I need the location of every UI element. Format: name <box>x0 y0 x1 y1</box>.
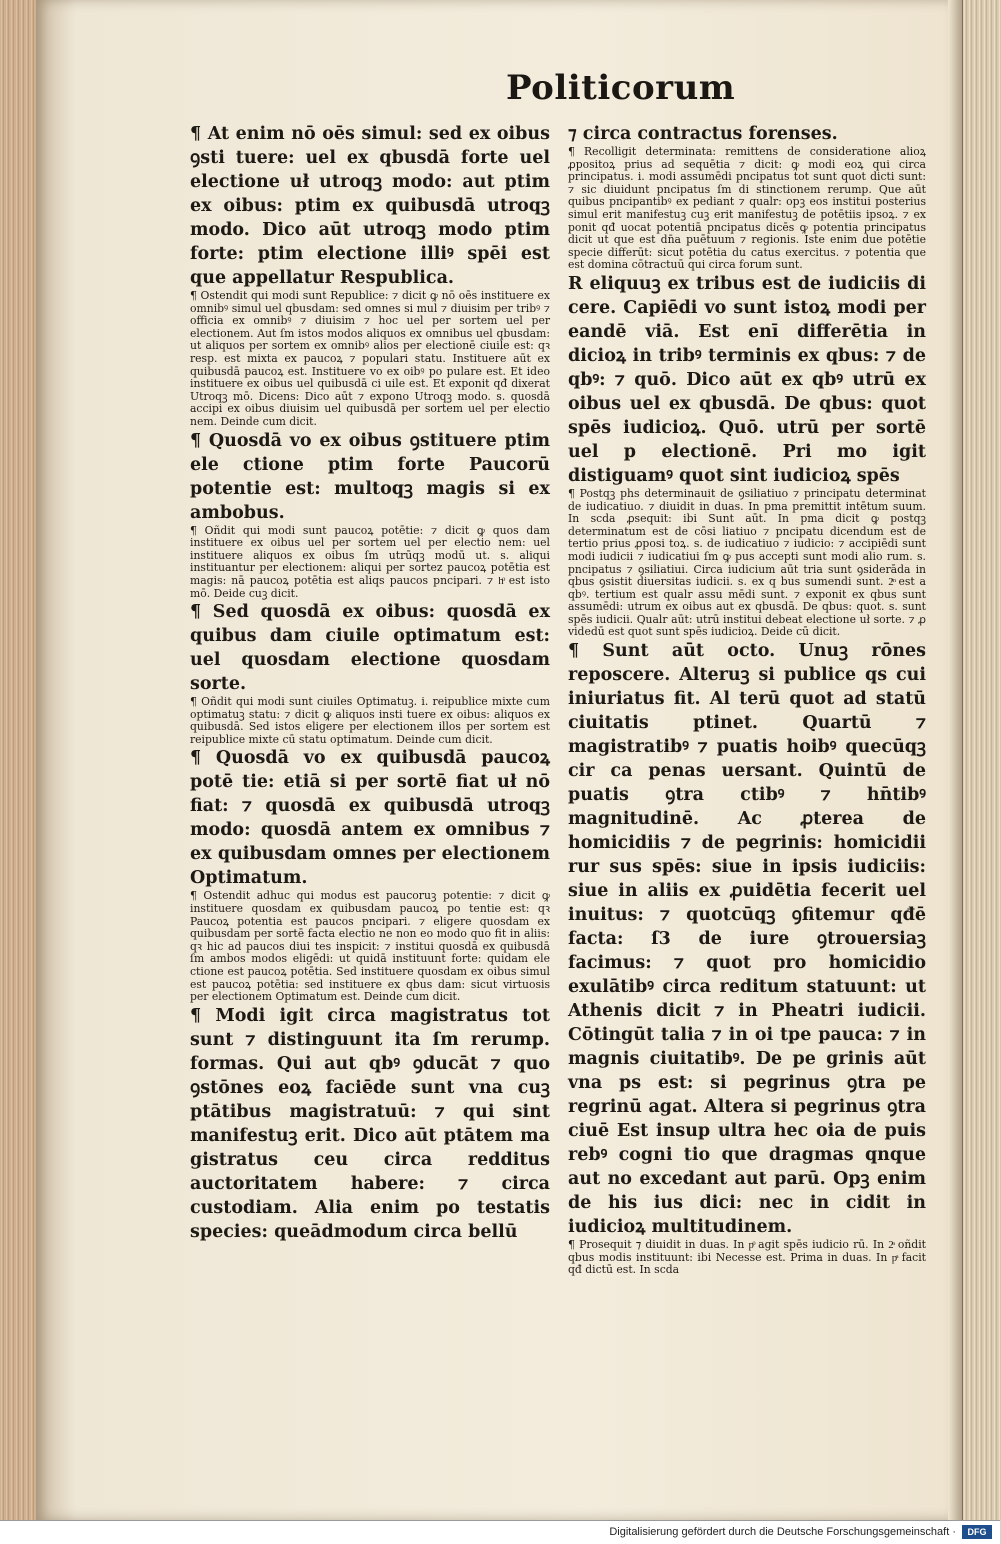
right-paragraph: ¶ Postqꝫ phs determinauit de ꝯsiliatiuo ⁊ principatu determinat de iudicatiuo. ⁊ diuidit in duas. In pma premittit intētum suum. In scda ꝓsequit: ibi Sunt aūt. In pma dicit ꝙ postqꝫ determinatum est de cōsi liatiuo ⁊ pncipatu dicendum est de tertio prius ꝓposi toꝝ. s. de iudicatiuo ⁊ iudicio: ⁊ accipiēdi sunt modi iudicii ⁊ iudicatiui ſm ꝙ pus accepti sunt modi alio rum. s. pncipatus ⁊ ꝯsiliatiui. Circa iudicium aūt tria sunt ꝯsiderāda in qbus ꝯsistit diuersitas iudicii. s. ex q bus sumendi sunt. 2ͫ est a qbꝰ. tertium est qualr assu mēdi sunt. ⁊ exponit ex qbus sunt assumēdi: utrum ex oibus aut ex qbusdā. De qbus: quot. s. sunt spēs iudicii. Qualr aūt: utrū institui debeat electione uł sorte. ⁊ ꝓ videdū est quot sunt spēs iudicioꝝ. Deide cū dicit. <box>568 486 926 639</box>
book-edge-left <box>0 0 38 1520</box>
left-paragraph: ¶ At enim nō oēs simul: sed ex oibus ꝯsti tuere: uel ex qbusdā forte uel electione uł utroqꝫ modo: aut ptim ex oibus: ptim ex quibusdā utroqꝫ modo. Dico aūt utroqꝫ modo ptim forte: ptim electione illiꝰ spēi est que appellatur Respublica. <box>190 124 550 288</box>
left-paragraph: ¶ Sed quosdā ex oibus: quosdā ex quibus dam ciuile optimatum est: uel quosdam electione quosdam sorte. <box>190 602 550 695</box>
running-title: Politicorum <box>506 68 736 108</box>
right-paragraph: ¶ Recolligit determinata: remittens de consideratione alioꝝ ꝓpositoꝝ prius ad sequētia ⁊ dicit: ꝙ modi eoꝝ qui circa principatus. i. modi assumēdi pncipatus tot sunt quot dicti sunt: ⁊ sic diuidunt pncipatus ſm di stinctionem rerump. Que aūt quibus pncipantibꝰ ex pediant ⁊ qualr: opꝫ eos institui posterius simul erit manifestuꝫ cuꝫ erit manifestuꝫ de potētiis ipsoꝝ. ⁊ ex ponit qđ uocat potentiā pncipatus dicēs ꝙ potentia principatus dicit ut que est dn̄a puētuum ⁊ regionis. Iste enim due potētie specie differūt: sicut potētia du catus exercitus. ⁊ potentia que est domina cōtractuū qui circa forum sunt. <box>568 145 926 272</box>
left-paragraph: ¶ Quosdā vo ex quibusdā paucoꝝ potē tie: etiā si per sortē fiat uł nō fiat: ⁊ quosdā ex quibusdā utroqꝫ modo: quosdā antem ex omnibus ⁊ ex quibusdam omnes per electionem Optimatum. <box>190 748 550 889</box>
dfg-logo: DFG <box>962 1525 992 1539</box>
right-paragraph: R eliquuꝫ ex tribus est de iudiciis di cere. Capiēdi vo sunt istoꝝ modi per eandē viā. Est enī differētia in dicioꝝ in tribꝰ terminis ex qbus: ⁊ de qbꝰ: ⁊ quō. Dico aūt ex qbꝰ utrū ex oibus uel ex qbusdā. De qbus: quot spēs iudicioꝝ. Quō. utrū per sortē uel p electionē. Pri mo igit distiguamꝰ quot sint iudicioꝝ spēs <box>568 273 926 486</box>
book-edge-right <box>962 0 1001 1520</box>
left-paragraph: ¶ Oñdit qui modi sunt ciuiles Optimatuꝫ. i. reipublice mixte cum optimatuꝫ statu: ⁊ dicit ꝙ aliquos insti tuere ex oibus: aliquos ex quibusdā. Sed istos eligere per electionem illos per sortem est reipublice mixte cū statu optimatum. Deinde cum dicit. <box>190 695 550 746</box>
right-text-column <box>568 122 926 1277</box>
right-paragraph: ¶ Sunt aūt octo. Unuꝫ rōnes reposcere. Alteruꝫ si publice qs cui iniuriatus fit. Al terū quot ad statū ciuitatis ptinet. Quartū ⁊ magistratibꝰ ⁊ puatis hoibꝰ quecūqꝫ cir ca penas uersant. Quintū de puatis ꝯtra ctibꝰ ⁊ hn̄tibꝰ magnitudinē. Ac ꝓterea de homicidiis ⁊ de pegrinis: homicidii rur sus spēs: siue in ipsis iudiciis: siue in aliis ex ꝓuidētia fecerit uel inuitus: ⁊ quotcūqꝫ ꝯfitemur qđē facta: ſ3 de iure ꝯtrouersiaꝫ facimus: ⁊ quot pro homicidio exulātibꝰ circa reditum statuunt: ut Athenis dicit ⁊ in Pheatri iudicii. Cōtingūt talia ⁊ in oi tpe pauca: ⁊ in magnis ciuitatibꝰ. De pe grinis aūt vna ps est: si pegrinus ꝯtra pe regrinū agat. Altera si pegrinus ꝯtra ciuē Est insup ultra hec oia de puis rebꝰ cogni tio que dragmas qnque aut no excedant aut parū. Opꝫ enim de his ius dici: nec in cidit in iudicioꝝ multitudinem. <box>568 641 926 1238</box>
left-paragraph: ¶ Modi igit circa magistratus tot sunt ⁊ distinguunt ita ſm rerump. formas. Qui aut qbꝰ ꝯducāt ⁊ quo ꝯstōnes eoꝝ faciēde sunt vna cuꝫ ptātibus magistratuū: ⁊ qui sint manifestuꝫ erit. Dico aūt ptātem ma gistratus ceu circa redditus auctoritatem habere: ⁊ circa custodiam. Alia enim po testatis species: queādmodum circa bellū <box>190 1005 550 1242</box>
right-paragraph: ⁊ circa contractus forenses. <box>568 124 838 144</box>
left-paragraph: ¶ Oñdit qui modi sunt paucoꝝ potētie: ⁊ dicit ꝙ quos dam instituere ex oibus uel per sortem uel per electio nem: uel instituere aliquos ex oibus ſm utrūqꝫ modū ut. s. aliqui instituantur per electionem: aliqui per sortez paucoꝝ potētia est magis: nā paucoꝝ potētia est aliqs paucos pncipari. ⁊ hͦ est isto mō. Deide cuꝫ dicit. <box>190 523 550 600</box>
funding-credit: Digitalisierung gefördert durch die Deutsche Forschungsgemeinschaft · <box>609 1526 956 1538</box>
left-paragraph: ¶ Ostendit adhuc qui modus est paucoruꝫ potentie: ⁊ dicit ꝙ instituere quosdam ex quibusdam paucoꝝ po tentie est: qꝛ Paucoꝝ potentia est paucos pncipari. ⁊ eligere quosdam ex quibusdam per sortē facta electio ne non eo modo quo fit in aliis: qꝛ hic ad paucos diui tes inspicit: ⁊ institui quosdā ex quibusdā ſm ambos modos eligēdi: ut quidā instituunt forte: quidam ele ctione est paucoꝝ potētia. Sed instituere quosdam ex oibus simul est paucoꝝ potētia: sed instituere ex qbus dam: sicut virtuosis per electionem Optimatum est. Deinde cum dicit. <box>190 889 550 1004</box>
left-text-column <box>190 122 550 1242</box>
left-paragraph: ¶ Ostendit qui modi sunt Republice: ⁊ dicit ꝙ nō oēs instituere ex omnibꝰ simul uel qbusdam: sed omnes si mul ⁊ diuisim per tribꝰ ⁊ officia ex omnibꝰ ⁊ diuisim ⁊ hoc uel per sortem uel per electionem. Aut ſm istos modos aliquos ex omnibus uel qbusdam: ut aliquos per sortem ex omnibꝰ alios per electionē ciuile est: qꝛ resp. est mixta ex paucoꝝ ⁊ populari statu. Instituere aūt ex quibusdā paucoꝝ est. Instituere vo ex oibꝰ po pulare est. Et ideo instituere ex oibus uel quibusdā ci uile est. Et exponit qđ dixerat Utroqꝫ mō. Dicens: Dico aūt ⁊ expono Utroqꝫ modo. s. quosdā accipi ex oibus diuisim uel quibusdā per sortem uel per electio nem. Deinde cum dicit. <box>190 289 550 428</box>
digitization-footer <box>0 1520 1000 1544</box>
left-paragraph: ¶ Quosdā vo ex oibus ꝯstituere ptim ele ctione ptim forte Paucorū potentie est: multoqꝫ magis si ex ambobus. <box>190 430 550 523</box>
right-paragraph: ¶ Prosequit ⁊ diuidit in duas. In pͦ agit spēs iudicio rū. In 2ͣ oñdit qbus modis instituunt: ibi Necesse est. Prima in duas. In pͣ facit qđ dictū est. In scda <box>568 1238 926 1277</box>
